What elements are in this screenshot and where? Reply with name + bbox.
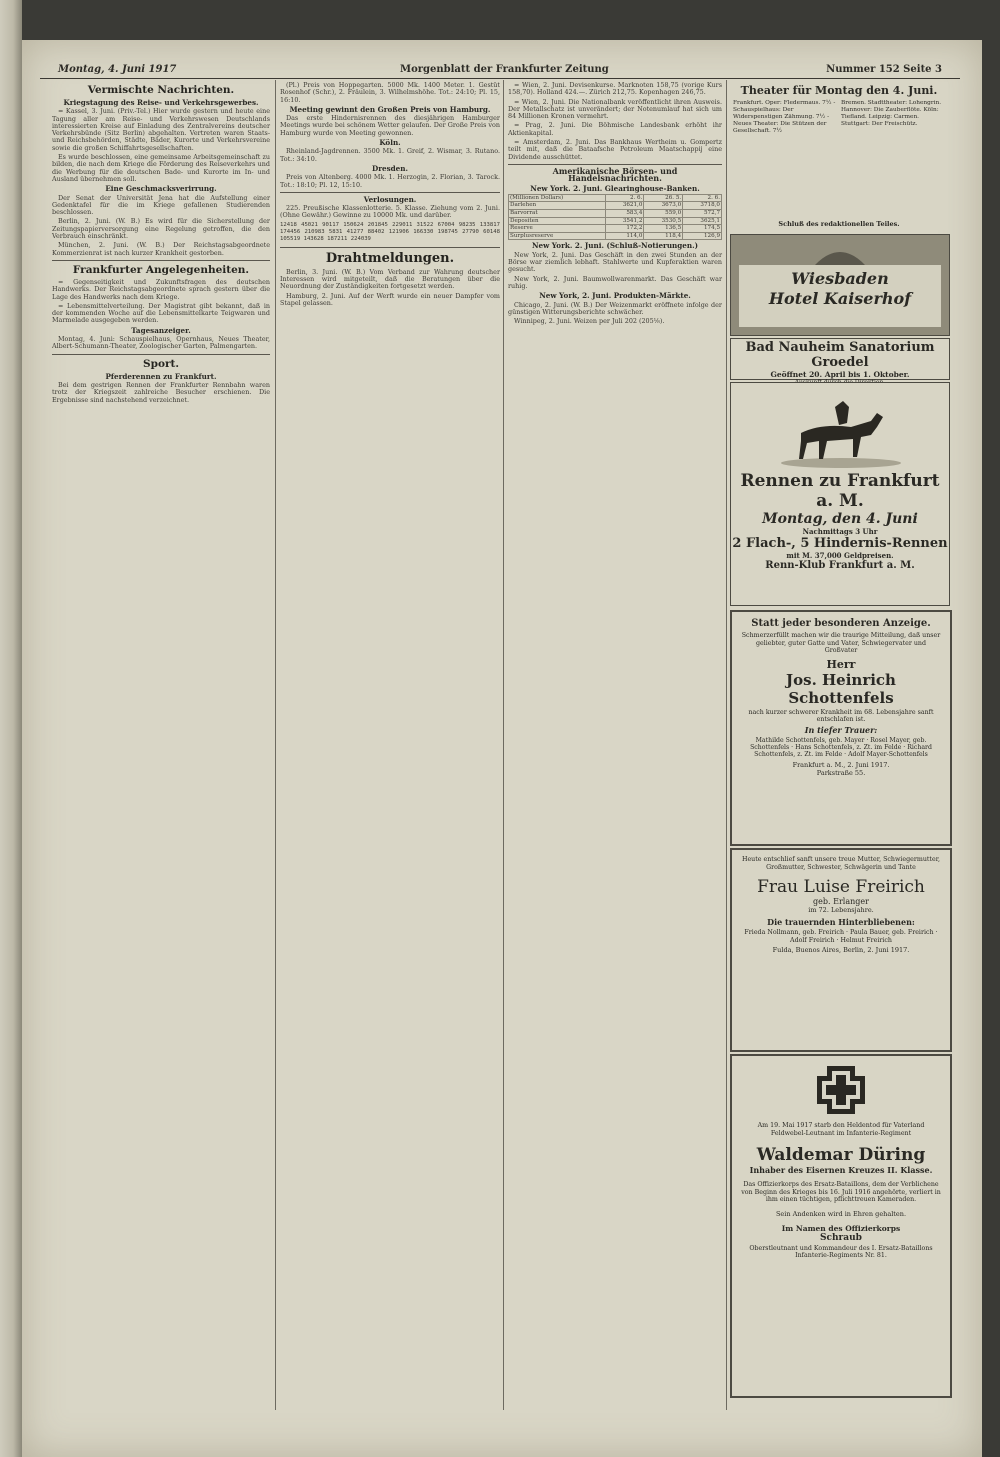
obituary-signature-name: Schraub [820, 1232, 862, 1243]
column-divider [275, 80, 276, 1410]
table-cell: 572,7 [683, 210, 722, 218]
article-text: Hamburg, 2. Juni. Auf der Werft wurde ein neuer Dampfer vom Stapel gelassen. [280, 291, 500, 307]
obituary-text: nach kurzer schwerer Krankheit im 68. Lebensjahre sanft entschlafen ist. [748, 708, 934, 723]
obituary-name: Jos. Heinrich Schottenfels [786, 670, 896, 707]
obituary-heading: Statt jeder besonderen Anzeige. [751, 618, 931, 629]
article-heading: Verlosungen. [363, 194, 417, 204]
obituary-birth-name: geb. Erlanger [813, 897, 869, 906]
article-text: = Gegenseitigkeit und Zukunftsfragen des deutschen Handwerks. Der Reichstagsabgeordnete sprach gestern über die Lage des Handwerks nach dem Kriege. [52, 277, 270, 301]
obituary-place: Fulda, Buenos Aires, Berlin, 2. Juni 1917. [772, 946, 910, 954]
table-header-cell: 2. 6. [683, 194, 722, 202]
obituary-address: Parkstraße 55. [816, 768, 866, 777]
obituary-decoration: Inhaber des Eisernen Kreuzes II. Klasse. [749, 1165, 933, 1175]
table-cell: 118,4 [644, 232, 683, 240]
article-heading: Köln. [379, 138, 401, 148]
article-heading: Eine Geschmacksverirrung. [105, 184, 217, 194]
table-cell: 126,9 [683, 232, 722, 240]
theater-list-left: Frankfurt. Oper: Fledermaus. 7½ - Schauspielhaus: Der Widerspenstigen Zähmung. 7½ - Neues Theater: Die Stützen der Gesellschaft. 7½ [733, 100, 836, 134]
article-text: = Wien, 2. Juni. Die Nationalbank veröffentlicht ihren Ausweis. Der Metallschatz ist unverändert; der Notenumlauf hat sich um 84 Millionen Kronen vermehrt. [508, 97, 722, 121]
table-cell: 3718,0 [683, 202, 722, 210]
article-text: New York, 2. Juni. Baumwollwarenmarkt. Das Geschäft war ruhig. [508, 274, 722, 290]
table-cell: Surplusreserve [509, 232, 606, 240]
obituary-schottenfels [730, 610, 952, 846]
column-2 [280, 82, 500, 1402]
table-cell: 3625,1 [683, 217, 722, 225]
table-header-cell: (Millionen Dollars) [509, 194, 606, 202]
table-header-cell: 2. 6. [605, 194, 644, 202]
article-text: = Kassel, 3. Juni. (Priv.-Tel.) Hier wurde gestern und heute eine Tagung aller am Reise- und Verkehrswesen Deutschlands interessierten Kreise auf Einladung des Zentralvereins deutscher Verkehrsbünde (Sitz Berlin) abgehalten. Vertreten waren Staats- und Reichsbehörden, Städte, Bäder, Kurorte und Verkehrsvereine sowie die großen Schiffahrtsgesellschaften. [52, 107, 270, 152]
article-text: New York, 2. Juni. Das Geschäft in den zwei Stunden an der Börse war ziemlich lebhaft. Stahlwerte und Kupferaktien waren gesucht. [508, 250, 722, 274]
table-row [509, 202, 722, 210]
table-cell: Barvorrat [509, 210, 606, 218]
obituary-place: Frankfurt a. M., 2. Juni 1917. [792, 760, 890, 769]
theater-title: Theater für Montag den 4. Juni. [740, 84, 938, 97]
article-text: Rheinland-Jagdrennen. 3500 Mk. 1. Greif, 2. Wismar, 3. Rutano. Tot.: 34:10. [280, 147, 500, 163]
article-text: (Pl.) Preis von Hoppegarten. 5000 Mk. 1400 Meter. 1. Gestüt Rosenhof (Schr.), 2. Fräulein, 3. Wilhelmshöhe. Tot.: 24:10; Pl. 15, 16:10. [280, 81, 500, 104]
table-header-cell: 26. 5. [644, 194, 683, 202]
obituary-mourning: In tiefer Trauer: [804, 724, 878, 735]
sanatorium-ad [730, 338, 950, 380]
obituary-name: Frau Luise Freirich [757, 877, 925, 897]
section-title: Frankfurter Angelegenheiten. [72, 263, 250, 276]
table-cell: 559,0 [644, 210, 683, 218]
race-date: Montag, den 4. Juni [762, 511, 918, 527]
article-text: = Wien, 2. Juni. Devisenkurse. Marknoten 158,75 (vorige Kurs 158,70). Holland 424.—. Zürich 212,75. Kopenhagen 246,75. [508, 81, 722, 97]
article-text: = Prag, 2. Juni. Die Böhmische Landesbank erhöht ihr Aktienkapital. [508, 121, 722, 137]
article-heading: Tagesanzeiger. [131, 325, 191, 335]
theater-list-right: Bremen. Stadttheater: Lohengrin. Hannover: Die Zauberflöte. Köln: Tiefland. Leipzig: Carmen. Stuttgart: Der Freischütz. [841, 100, 942, 127]
table-cell: 172,2 [605, 225, 644, 233]
clearinghouse-table [508, 194, 722, 241]
hotel-kaiserhof-ad [730, 234, 950, 336]
obituary-signature-line: Im Namen des Offizierkorps [781, 1223, 901, 1233]
theater-listing [730, 82, 948, 230]
article-text: Chicago, 2. Juni. (W. B.) Der Weizenmarkt eröffnete infolge der günstigen Witterungsberichte schwächer. [508, 300, 722, 316]
divider [280, 247, 500, 248]
obituary-text: Heute entschlief sanft unsere treue Mutter, Schwiegermutter, Großmutter, Schwester, Schwägerin und Tante [741, 856, 941, 871]
table-row [509, 232, 722, 240]
table-cell: Reserve [509, 225, 606, 233]
article-text: Montag, 4. Juni: Schauspielhaus, Opernhaus, Neues Theater, Albert-Schumann-Theater, Zoologischer Garten, Palmengarten. [52, 335, 270, 351]
obituary-family: Mathilde Schottenfels, geb. Mayer · Rosel Mayer, geb. Schottenfels · Hans Schottenfels, z. Zt. im Felde · Richard Schottenfels, z. Zt. im Felde · Adolf Mayer-Schottenfels [750, 736, 932, 759]
table-cell: Darlehen [509, 202, 606, 210]
race-prize: mit M. 37,000 Geldpreisen. [786, 551, 894, 560]
race-title: Rennen zu Frankfurt a. M. [740, 471, 940, 511]
article-text: Das erste Hindernisrennen des diesjährigen Hamburger Meetings wurde bei schönem Wetter gelaufen. Der Große Preis von Hamburg wurde von Meeting gewonnen. [280, 114, 500, 137]
divider [508, 164, 722, 165]
table-header-row [509, 194, 722, 202]
obituary-text: Das Offizierkorps des Ersatz-Bataillons, dem der Verblichene von Beginn des Krieges bis 16. Juli 1916 angehörte, verliert in ihm einen tüchtigen, pflichttreuen Kameraden. [741, 1181, 941, 1203]
article-text: = Amsterdam, 2. Juni. Das Bankhaus Wertheim u. Gompertz teilt mit, daß die Bataafsche Petroleum Maatschappij eine Dividende ausschüttet. [508, 138, 722, 161]
article-text: München, 2. Juni. (W. B.) Der Reichstagsabgeordnete Kommerzienrat ist nach kurzer Krankheit gestorben. [52, 241, 270, 257]
table-cell: 136,5 [644, 225, 683, 233]
article-text: Preis von Altenberg. 4000 Mk. 1. Herzogin, 2. Florian, 3. Tarock. Tot.: 18:10; Pl. 12, 15:10. [280, 173, 500, 189]
article-heading: New York. 2. Juni. (Schluß-Notierungen.) [531, 241, 699, 251]
table-cell: 174,5 [683, 225, 722, 233]
table-cell: 3541,2 [605, 217, 644, 225]
obituary-text: Schmerzerfüllt machen wir die traurige Mitteilung, daß unser geliebter, guter Gatte und Vater, Schwiegervater und Großvater [741, 632, 941, 654]
article-text: Der Senat der Universität Jena hat die Aufstellung einer Gedenktafel für die im Kriege gefallenen Studierenden beschlossen. [52, 193, 270, 217]
table-cell: 114,0 [605, 232, 644, 240]
article-heading: Meeting gewinnt den Großen Preis von Hamburg. [289, 104, 491, 114]
obituary-herr: Herr [826, 657, 856, 671]
obituary-during [730, 1054, 952, 1398]
section-title: Sport. [143, 357, 179, 370]
sanatorium-season: Geöffnet 20. April bis 1. Oktober. [770, 370, 910, 379]
table-cell: 583,4 [605, 210, 644, 218]
article-heading: New York, 2. Juni. Produkten-Märkte. [539, 291, 691, 301]
article-text: Bei dem gestrigen Rennen der Frankfurter Rennbahn waren trotz der Kriegszeit zahlreiche Besucher erschienen. Die Ergebnisse sind nachstehend verzeichnet. [52, 380, 270, 404]
divider [52, 354, 270, 355]
obituary-signature-title: Oberstleutnant und Kommandeur des I. Ersatz-Bataillons Infanterie-Regiments Nr. 81. [749, 1244, 933, 1259]
section-title: Drahtmeldungen. [325, 250, 455, 266]
iron-cross-icon [732, 1056, 950, 1120]
obituary-text: Am 19. Mai 1917 starb den Heldentod für Vaterland Feldwebel-Leutnant im Infanterie-Regiment [757, 1122, 925, 1137]
obituary-age: im 72. Lebensjahre. [808, 906, 874, 914]
race-club: Renn-Klub Frankfurt a. M. [765, 560, 915, 571]
table-cell: 3530,5 [644, 217, 683, 225]
article-text: Winnipeg, 2. Juni. Weizen per Juli 202 (205⅛). [514, 317, 665, 326]
column-divider [503, 80, 504, 1410]
article-heading: Dresden. [372, 163, 408, 173]
column-divider [726, 80, 727, 1410]
section-title: Vermischte Nachrichten. [87, 84, 235, 96]
divider [52, 260, 270, 261]
page-header [40, 62, 960, 79]
header-page-number: Nummer 152 Seite 3 [826, 64, 942, 75]
column-1 [52, 82, 270, 1402]
race-ad [730, 382, 950, 606]
sanatorium-name: Bad Nauheim Sanatorium Groedel [745, 340, 935, 370]
article-text: Berlin, 3. Juni. (W. B.) Vom Verband zur Wahrung deutscher Interessen wird mitgeteilt, daß die Beratungen über die Neuordnung der Zuständigkeiten fortgesetzt werden. [280, 267, 500, 291]
table-row [509, 217, 722, 225]
column-3 [508, 82, 722, 1402]
horse-rider-icon [731, 383, 949, 471]
header-date: Montag, 4. Juni 1917 [58, 64, 177, 75]
obituary-family: Frieda Nollmann, geb. Freirich · Paula Bauer, geb. Freirich · Adolf Freirich · Helmut Freirich [744, 929, 938, 944]
hotel-name: Hotel Kaiserhof [768, 289, 912, 308]
article-heading: Pferderennen zu Frankfurt. [105, 371, 217, 381]
race-time: Nachmittags 3 Uhr [802, 527, 878, 536]
article-text: Berlin, 2. Juni. (W. B.) Es wird für die Sicherstellung der Zeitungspapierversorgung eine Regelung getroffen, die den Verbrauch einschränkt. [52, 217, 270, 241]
obituary-name: Waldemar Düring [756, 1145, 926, 1165]
lottery-numbers: 12418 45021 90117 150624 201845 229011 31522 67004 98235 133817 174456 210983 5831 41277 88402 121906 166330 198745 27790 60148 105519 143628 187211 224039 [280, 221, 500, 243]
hotel-city: Wiesbaden [791, 269, 889, 288]
article-heading: New York. 2. Juni. Glearinghouse-Banken. [530, 183, 700, 193]
table-cell: 3673,0 [644, 202, 683, 210]
race-description: 2 Flach-, 5 Hindernis-Rennen [732, 536, 948, 551]
table-row [509, 225, 722, 233]
obituary-freirich [730, 848, 952, 1052]
article-heading: Kriegstagung des Reise- und Verkehrsgewerbes. [63, 98, 259, 107]
header-masthead: Morgenblatt der Frankfurter Zeitung [400, 64, 609, 75]
article-text: 225. Preußische Klassenlotterie. 5. Klasse. Ziehung vom 2. Juni. (Ohne Gewähr.) Gewinne zu 10000 Mk. und darüber. [280, 204, 500, 220]
article-text: = Lebensmittelverteilung. Der Magistrat gibt bekannt, daß in der kommenden Woche auf die Lebensmittelkarte Teigwaren und Marmelade ausgegeben werden. [52, 301, 270, 325]
article-text: Es wurde beschlossen, eine gemeinsame Arbeitsgemeinschaft zu bilden, die nach dem Kriege die Förderung des Reiseverkehrs und die Werbung für die deutschen Bade- und Kurorte im In- und Ausland übernehmen soll. [52, 153, 270, 183]
table-cell: 3621,0 [605, 202, 644, 210]
article-heading: Amerikanische Börsen- und Handelsnachrichten. [552, 165, 678, 184]
obituary-mourning: Die trauernden Hinterbliebenen: [767, 917, 915, 927]
editorial-end-note: Schluß des redaktionellen Teiles. [778, 220, 900, 228]
divider [280, 192, 500, 193]
obituary-honor: Sein Andenken wird in Ehren gehalten. [775, 1209, 907, 1218]
table-cell: Depositen [509, 217, 606, 225]
page-gutter [0, 0, 22, 1457]
table-row [509, 210, 722, 218]
